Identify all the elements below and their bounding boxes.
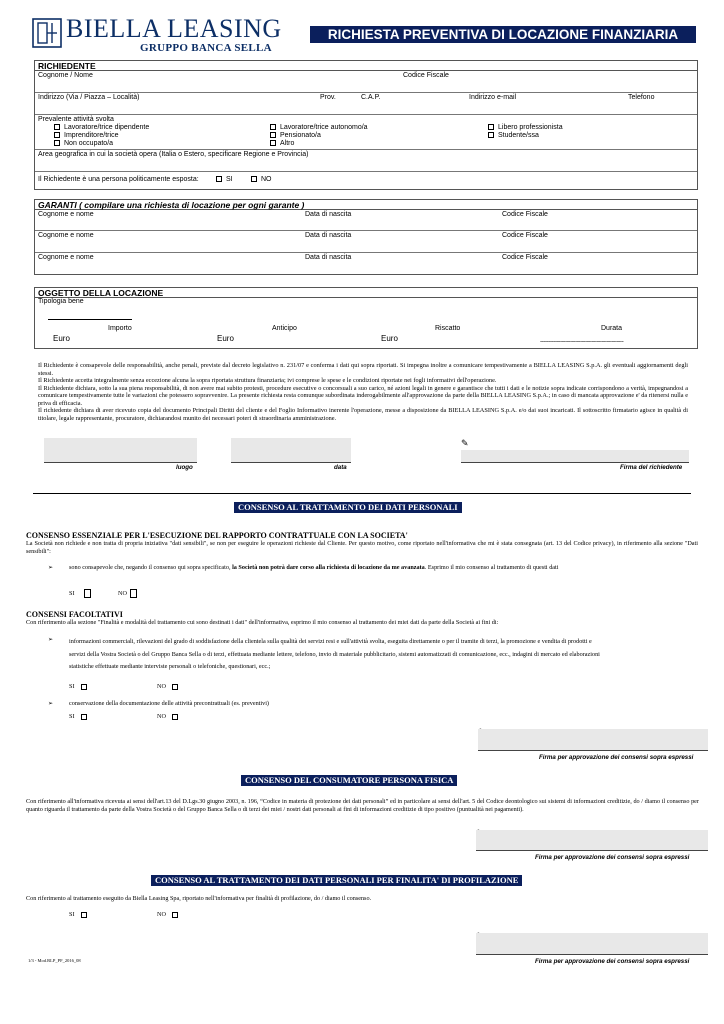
firma-consumatore-caption: Firma per approvazione dei consensi sopra espressi: [535, 854, 690, 861]
checkbox[interactable]: [172, 684, 178, 690]
riscatto-euro: Euro: [381, 334, 398, 343]
declaration-paragraph: Il richiedente dichiara di aver ricevuto copia del documento Principali Diritti del cliente e del Foglio Informativo inerente l'operazione, messe a disposizione da BIELLA LEASING S.p.A. e/o dai suoi incaricati. Il sottoscritto firmatario agisce in qualità di titolare, legale rappresentante, procuratore, dichiarandosi munito dei necessari poteri di straordinaria amministrazione.: [38, 407, 688, 422]
prevalente-label: Prevalente attività svolta: [38, 116, 114, 123]
option-imprenditore[interactable]: Imprenditore/trice: [54, 132, 118, 140]
facoltativo-1-si-option[interactable]: SI: [69, 683, 91, 691]
essenziale-si-option[interactable]: SI: [69, 589, 91, 598]
checkbox[interactable]: [130, 589, 137, 598]
checkbox[interactable]: [216, 176, 222, 182]
checkbox[interactable]: [54, 140, 60, 146]
firma-consensi-caption: Firma per approvazione dei consensi sopra espressi: [539, 754, 694, 761]
anticipo-euro: Euro: [217, 334, 234, 343]
durata-dashes: --------------------------------------------------: [540, 338, 624, 345]
importo-label: Importo: [108, 325, 132, 332]
prov-label: Prov.: [320, 94, 336, 101]
option-altro[interactable]: Altro: [270, 140, 294, 148]
footer-code: 1/3 - Mod.RLP_PF_2016_08: [28, 958, 81, 963]
consenso-band: CONSENSO AL TRATTAMENTO DEI DATI PERSONALI: [234, 502, 462, 513]
field-line: [35, 92, 697, 93]
garanti-heading: GARANTI ( compilare una richiesta di locazione per ogni garante ): [35, 200, 697, 210]
firma-consensi-field[interactable]: [478, 729, 708, 751]
option-libero-professionista[interactable]: Libero professionista: [488, 124, 563, 132]
pep-no-option[interactable]: NO: [251, 176, 272, 184]
facoltativo-1-no-option[interactable]: NO: [157, 683, 182, 691]
bullet-icon: ➢: [48, 700, 54, 707]
checkbox[interactable]: [488, 132, 494, 138]
firma-richiedente-caption: Firma del richiedente: [620, 464, 683, 471]
field-line: [35, 171, 697, 172]
profilazione-text: Con riferimento al trattamento eseguito da Biella Leasing Spa, riportato nell'informativa per finalità di profilazione, do / diamo il consenso.: [26, 895, 372, 902]
data-field[interactable]: [231, 438, 351, 463]
richiedente-heading: RICHIEDENTE: [35, 61, 697, 71]
field-line: [35, 230, 697, 231]
checkbox[interactable]: [172, 714, 178, 720]
profilazione-band: CONSENSO AL TRATTAMENTO DEI DATI PERSONALI PER FINALITA' DI PROFILAZIONE: [151, 875, 522, 886]
field-line: [35, 252, 697, 253]
declaration-paragraph: Il Richiedente accetta integralmente senza eccezione alcuna la sopra riportata struttura finanziaria; ivi comprese le spese e le condizioni riportate nei fogli informativi dell'operazione.: [38, 377, 497, 384]
consumatore-text: Con riferimento all'informativa ricevuta ai sensi dell'art.13 del D.Lgs.30 giugno 2003, n. 196, “Codice in materia di protezione dei dati personali” ed in particolare ai sensi dell'art. 5 del Codice deontologico sui sistemi di informazioni creditizie, do / diamo il consenso per quanto riguarda il trattamento da parte della Vostra Società o del Gruppo Banca Sella o di terzi dei miei / nostri dati personali ai fini di informazioni creditizie di tipo positivo (puntualità nei pagamenti).: [26, 798, 699, 813]
consenso-essenziale-text: La Società non richiede e non tratta di propria iniziativa "dati sensibili", se non per eseguire le operazioni richieste dal Cliente. Per questo motivo, come riportato nell'informativa che mi è stata consegnata (art. 13 del Codice privacy), in riferimento alla sezione "Dati sensibili":: [26, 540, 698, 555]
option-non-occupato[interactable]: Non occupato/a: [54, 140, 113, 148]
riscatto-label: Riscatto: [435, 325, 461, 332]
essenziale-no-option[interactable]: NO: [118, 589, 137, 598]
consensi-facoltativi-title: CONSENSI FACOLTATIVI: [26, 610, 123, 619]
oggetto-heading: OGGETTO DELLA LOCAZIONE: [35, 288, 697, 298]
facoltativo-2-si-option[interactable]: SI: [69, 713, 91, 721]
luogo-caption: luogo: [176, 464, 193, 471]
garanti-section: [34, 199, 698, 275]
pep-si-option[interactable]: SI: [216, 176, 233, 184]
garante-3-nascita-label: Data di nascita: [305, 254, 352, 261]
email-label: Indirizzo e-mail: [469, 94, 517, 101]
field-line: [35, 149, 697, 150]
consenso-bullet-1: sono consapevole che, negando il consenso qui sopra specificato, la Società non potrà dare corso alla richiesta di locazione da me avanzata. Esprimo il mio consenso al trattamento di questi dati: [69, 564, 559, 571]
field-line: [35, 114, 697, 115]
garante-1-nome-label: Cognome e nome: [38, 211, 94, 218]
firma-profilazione-field[interactable]: [476, 933, 708, 955]
consumatore-band: CONSENSO DEL CONSUMATORE PERSONA FISICA: [241, 775, 457, 786]
declaration-text: [38, 362, 688, 422]
cap-label: C.A.P.: [361, 94, 381, 101]
consenso-essenziale-title: CONSENSO ESSENZIALE PER L'ESECUZIONE DEL RAPPORTO CONTRATTUALE CON LA SOCIETA': [26, 531, 408, 540]
option-dipendente[interactable]: Lavoratore/trice dipendente: [54, 124, 149, 132]
consensi-facoltativi-text: Con riferimento alla sezione "Finalità e modalità del trattamento cui sono destinati i dati" dell'informativa, esprimo il mio consenso al trattamento dei miei dati da parte della Società ai fini di:: [26, 619, 499, 626]
garante-3-cf-label: Codice Fiscale: [502, 254, 548, 261]
option-studente[interactable]: Studente/ssa: [488, 132, 539, 140]
garante-1-cf-label: Codice Fiscale: [502, 211, 548, 218]
logo-subtitle: GRUPPO BANCA SELLA: [140, 42, 272, 54]
profilazione-no-option[interactable]: NO: [157, 911, 182, 919]
area-geografica-label: Area geografica in cui la società opera (Italia o Estero, specificare Regione e Provincia): [38, 151, 309, 158]
checkbox[interactable]: [84, 589, 91, 598]
profilazione-si-option[interactable]: SI: [69, 911, 91, 919]
tipologia-label: Tipologia bene: [38, 298, 84, 305]
durata-label: Durata: [601, 325, 623, 332]
luogo-field[interactable]: [44, 438, 197, 463]
logo-text: BIELLA LEASING: [66, 14, 282, 43]
cognome-nome-label: Cognome / Nome: [38, 72, 93, 79]
declaration-paragraph: Il Richiedente dichiara, sotto la sua piena responsabilità, di non avere mai subito protesti, procedure esecutive o concorsuali a suo carico, né azioni legali in genere e garantisce che tutti i dati e le notizie sopra indicate corrispondono a verità, impegnandosi a comunicare tempestivamente tutte le variazioni che potessero sopravvenire. La presente richiesta resta comunque subordinata inderogabilmente all'approvazione da parte della BIELLA LEASING S.p.A.; in caso di mancata approvazione e' da ritenersi nulla e priva di efficacia.: [38, 384, 688, 407]
garante-2-cf-label: Codice Fiscale: [502, 232, 548, 239]
checkbox[interactable]: [54, 124, 60, 130]
checkbox[interactable]: [270, 124, 276, 130]
document-title: RICHIESTA PREVENTIVA DI LOCAZIONE FINANZIARIA: [310, 26, 696, 43]
bullet-icon: ➢: [48, 636, 54, 643]
consenso-bullet-2: informazioni commerciali, rilevazioni del grado di soddisfazione della clientela sulla qualità dei servizi resi e sull'attività svolta, eseguita direttamente o per il tramite di terzi, la promozione e vendita di prodotti e servizi della Vostra Società o del Gruppo Banca Sella o di terzi, effettuata mediante lettere, telefono, invio di materiale pubblicitario, sistemi automatizzati di comunicazione, ecc., indagini di mercato ed elaborazioni statistiche effettuate mediante interviste personali o telefoniche, questionari, ecc.;: [69, 638, 600, 670]
divider-line: [33, 493, 691, 494]
checkbox[interactable]: [251, 176, 257, 182]
garante-1-nascita-label: Data di nascita: [305, 211, 352, 218]
option-autonomo[interactable]: Lavoratore/trice autonomo/a: [270, 124, 368, 132]
checkbox[interactable]: [270, 132, 276, 138]
anticipo-label: Anticipo: [272, 325, 297, 332]
tipologia-underline: [48, 319, 132, 320]
checkbox[interactable]: [81, 714, 87, 720]
garante-3-nome-label: Cognome e nome: [38, 254, 94, 261]
indirizzo-label: Indirizzo (Via / Piazza – Località): [38, 94, 140, 101]
garante-2-nome-label: Cognome e nome: [38, 232, 94, 239]
pencil-icon: ✎: [461, 438, 469, 448]
checkbox[interactable]: [172, 912, 178, 918]
garante-2-nascita-label: Data di nascita: [305, 232, 352, 239]
data-caption: data: [334, 464, 347, 471]
bullet-icon: ➢: [48, 564, 54, 571]
checkbox[interactable]: [54, 132, 60, 138]
firma-consumatore-field[interactable]: [476, 830, 708, 851]
checkbox[interactable]: [270, 140, 276, 146]
telefono-label: Telefono: [628, 94, 655, 101]
codice-fiscale-label: Codice Fiscale: [403, 72, 449, 79]
firma-profilazione-caption: Firma per approvazione dei consensi sopra espressi: [535, 958, 690, 965]
declaration-paragraph: Il Richiedente è consapevole delle responsabilità, anche penali, previste dal decreto legislativo n. 231/07 e conferma i dati qui sopra riportati. Si impegna inoltre a comunicare tempestivamente a BIELLA LEASING S.p.A. gli eventuali aggiornamenti degli stessi.: [38, 362, 688, 377]
pep-label: Il Richiedente è una persona politicamente esposta:: [38, 176, 199, 183]
facoltativo-2-no-option[interactable]: NO: [157, 713, 182, 721]
checkbox[interactable]: [488, 124, 494, 130]
checkbox[interactable]: [81, 912, 87, 918]
logo-mark-icon: [32, 18, 62, 48]
consenso-bullet-3: conservazione della documentazione delle attività precontrattuali (es. preventivi): [69, 700, 269, 707]
importo-euro: Euro: [53, 334, 70, 343]
option-pensionato[interactable]: Pensionato/a: [270, 132, 321, 140]
firma-richiedente-field[interactable]: [461, 450, 689, 463]
checkbox[interactable]: [81, 684, 87, 690]
